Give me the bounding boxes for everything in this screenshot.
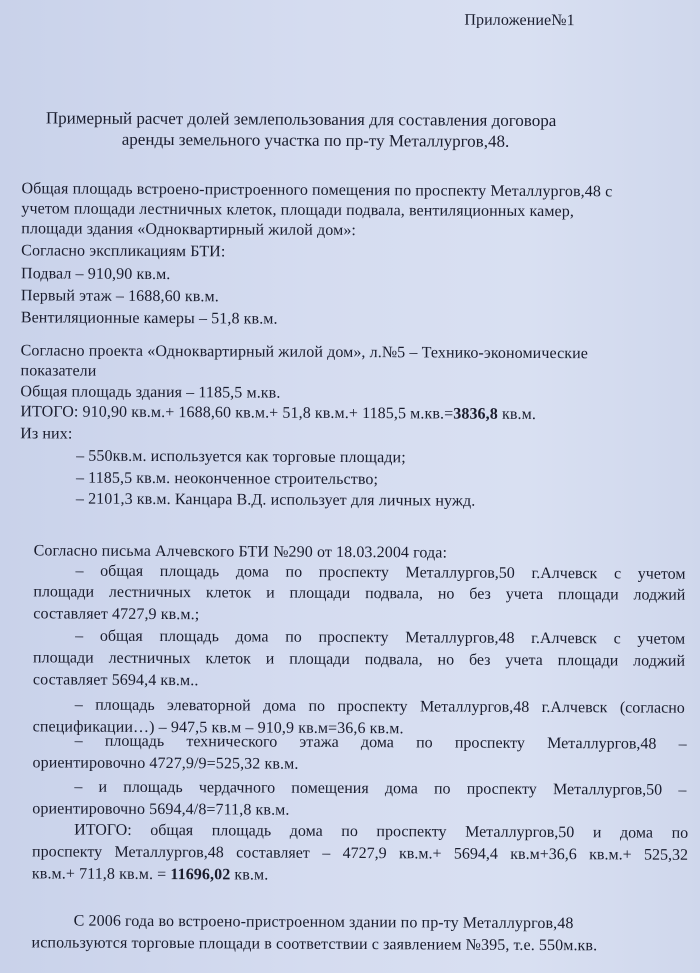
letter-p1-line-1: – общая площадь дома по проспекту Металлургов,50 г.Алчевск с учетом [75,562,686,583]
doc-title-line-1: Примерный расчет долей землепользования для составления договора [45,108,557,131]
project-total-value: 3836,8 [453,405,498,423]
letter-p5-line-1: – и площадь чердачного помещения дома по проспекту Металлургов,50 – [74,778,687,799]
project-line-3: Общая площадь здания – 1185,5 м.кв. [20,383,281,402]
intro-first-floor: Первый этаж – 1688,60 кв.м. [20,287,219,306]
letter-total-line-1: ИТОГО: общая площадь дома по проспекту Металлургов,50 и дома по [74,821,689,842]
appendix-label: Приложение№1 [464,11,575,30]
project-of-them: Из них: [20,425,73,443]
intro-line-1: Общая площадь встроено-пристроенного помещения по проспекту Металлургов,48 с [21,180,613,201]
letter-p2-line-3: составляет 5694,4 кв.м.. [32,671,199,690]
closing-line-2: используются торговые площади в соответствии с заявлением №395, т.е. 550м.кв. [31,934,598,955]
intro-line-2: учетом площади лестничных клеток, площади подвала, вентиляционных камер, [21,200,575,221]
project-item-3: – 2101,3 кв.м. Канцара В.Д. использует для личных нужд. [75,490,476,510]
letter-p2-line-2: площади лестничных клеток и площади подвала, но без учета площади лоджий [33,649,686,670]
letter-p5-line-2: ориентировочно 5694,4/8=711,8 кв.м. [32,800,290,819]
letter-p3-line-2: спецификации…) – 947,5 кв.м – 910,9 кв.м=36,6 кв.м. [32,718,404,738]
letter-total-line-2: проспекту Металлургов,48 составляет – 4727,9 кв.м.+ 5694,4 кв.м+36,6 кв.м.+ 525,32 [32,843,689,864]
letter-heading: Согласно письма Алчевского БТИ №290 от 18.03.2004 года: [33,542,448,562]
project-line-1: Согласно проекта «Одноквартирный жилой дом», л.№5 – Технико-экономические [20,342,589,363]
letter-p4-line-1: – площадь технического этажа дома по проспекту Металлургов,48 – [74,732,687,753]
letter-total-line-3 [32,864,269,885]
intro-line-3: площади здания «Одноквартирный жилой дом»: [21,220,357,240]
intro-ventilation: Вентиляционные камеры – 51,8 кв.м. [20,309,278,328]
closing-line-1: С 2006 года во встроено-пристроенном здании по пр-ту Металлургов,48 [73,912,574,933]
letter-p1-line-3: составляет 4727,9 кв.м.; [33,605,200,624]
letter-p1-line-2: площади лестничных клеток и площади подвала, но без учета площади лоджий [33,583,686,604]
letter-total-value: 11696,02 [170,866,231,884]
project-total-prefix: ИТОГО: 910,90 кв.м.+ 1688,60 кв.м.+ 51,8 кв.м.+ 1185,5 м.кв.= [20,403,454,423]
project-total [20,402,536,425]
project-total-suffix: кв.м. [497,405,536,423]
project-item-2: – 1185,5 кв.м. неоконченное строительство; [75,469,379,489]
letter-p3-line-1: – площадь элеваторной дома по проспекту Металлургов,48 г.Алчевск (согласно [74,696,685,717]
project-line-2: показатели [20,362,97,380]
letter-total-suffix: кв.м. [230,866,269,884]
project-item-1: – 550кв.м. используется как торговые площади; [76,447,406,467]
intro-line-4: Согласно экспликациям БТИ: [21,242,226,261]
letter-total-prefix: кв.м.+ 711,8 кв.м. = [31,865,171,884]
intro-basement: Подвал – 910,90 кв.м. [21,265,171,284]
letter-p4-line-2: ориентировочно 4727,9/9=525,32 кв.м. [32,754,299,773]
doc-title-line-2: аренды земельного участка по пр-ту Металлургов,48. [121,129,510,151]
letter-p2-line-1: – общая площадь дома по проспекту Металлургов,48 г.Алчевск с учетом [75,627,686,648]
